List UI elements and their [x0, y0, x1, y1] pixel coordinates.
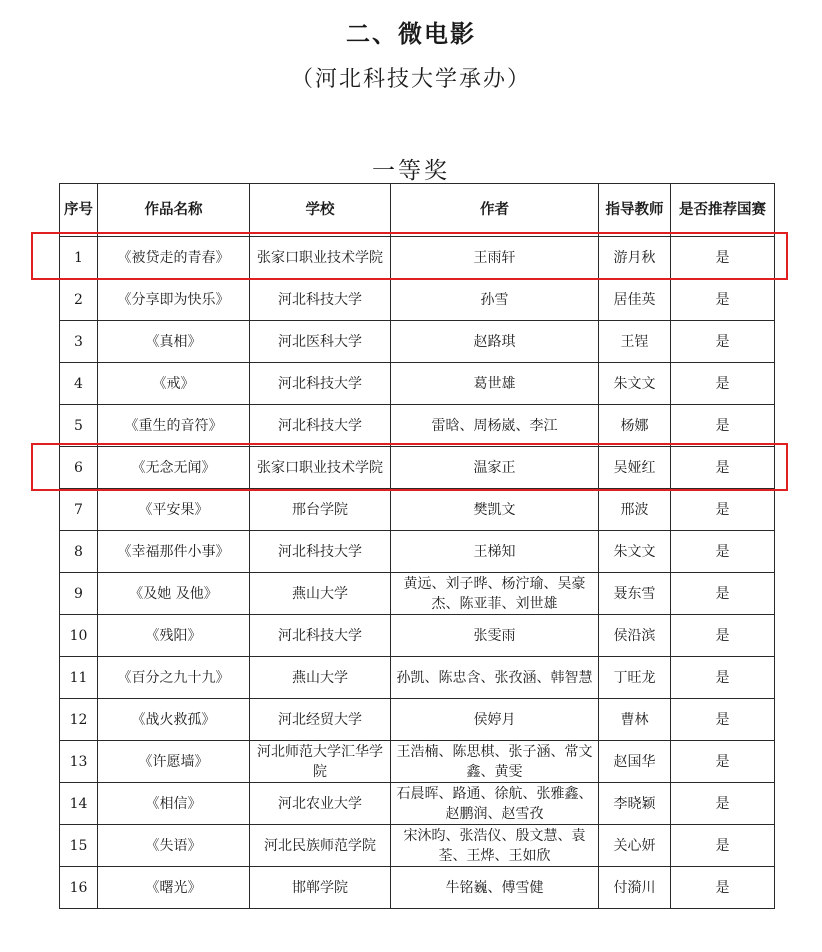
teacher-name: 朱文文 — [599, 363, 671, 405]
school-name: 河北经贸大学 — [250, 699, 391, 741]
recommend-value: 是 — [671, 573, 775, 615]
recommend-value: 是 — [671, 363, 775, 405]
recommend-value: 是 — [671, 699, 775, 741]
teacher-name: 丁旺龙 — [599, 657, 671, 699]
work-title: 《许愿墙》 — [98, 741, 250, 783]
row-number: 16 — [60, 867, 98, 909]
table-row — [60, 825, 775, 867]
highlight-box-row-6 — [31, 443, 788, 491]
work-title: 《平安果》 — [98, 489, 250, 531]
school-name: 河北师范大学汇华学院 — [250, 741, 391, 783]
school-name: 河北科技大学 — [250, 363, 391, 405]
work-title: 《被贷走的青春》 — [98, 237, 250, 279]
recommend-value: 是 — [671, 237, 775, 279]
row-number: 7 — [60, 489, 98, 531]
author-names: 石晨晖、路通、徐航、张雅鑫、赵鹏润、赵雪孜 — [391, 783, 599, 825]
table-row — [60, 573, 775, 615]
author-names: 黄远、刘子晔、杨泞瑜、吴豪杰、陈亚菲、刘世雄 — [391, 573, 599, 615]
school-name: 邢台学院 — [250, 489, 391, 531]
work-title: 《真相》 — [98, 321, 250, 363]
school-name: 河北医科大学 — [250, 321, 391, 363]
school-name: 燕山大学 — [250, 657, 391, 699]
section-heading: 二、微电影 — [346, 20, 476, 48]
teacher-name: 吴娅红 — [599, 447, 671, 489]
author-names: 樊凯文 — [391, 489, 599, 531]
col-header-no: 序号 — [60, 184, 98, 237]
row-number: 15 — [60, 825, 98, 867]
table-row — [60, 699, 775, 741]
teacher-name: 王锃 — [599, 321, 671, 363]
col-header-school: 学校 — [250, 184, 391, 237]
table-header-row — [60, 184, 775, 237]
work-title: 《失语》 — [98, 825, 250, 867]
author-names: 牛铭巍、傅雪健 — [391, 867, 599, 909]
school-name: 河北科技大学 — [250, 531, 391, 573]
table-row — [60, 363, 775, 405]
author-names: 雷晗、周杨崴、李江 — [391, 405, 599, 447]
work-title: 《幸福那件小事》 — [98, 531, 250, 573]
school-name: 河北科技大学 — [250, 615, 391, 657]
author-names: 张雯雨 — [391, 615, 599, 657]
recommend-value: 是 — [671, 405, 775, 447]
col-header-author: 作者 — [391, 184, 599, 237]
work-title: 《曙光》 — [98, 867, 250, 909]
row-number: 14 — [60, 783, 98, 825]
work-title: 《战火救孤》 — [98, 699, 250, 741]
recommend-value: 是 — [671, 741, 775, 783]
row-number: 8 — [60, 531, 98, 573]
row-number: 13 — [60, 741, 98, 783]
teacher-name: 李晓颖 — [599, 783, 671, 825]
row-number: 4 — [60, 363, 98, 405]
author-names: 温家正 — [391, 447, 599, 489]
author-names: 葛世雄 — [391, 363, 599, 405]
school-name: 河北农业大学 — [250, 783, 391, 825]
author-names: 王浩楠、陈思棋、张子涵、常文鑫、黄雯 — [391, 741, 599, 783]
recommend-value: 是 — [671, 615, 775, 657]
row-number: 12 — [60, 699, 98, 741]
table-row — [60, 615, 775, 657]
row-number: 11 — [60, 657, 98, 699]
table-row — [60, 783, 775, 825]
teacher-name: 关心妍 — [599, 825, 671, 867]
teacher-name: 聂东雪 — [599, 573, 671, 615]
school-name: 张家口职业技术学院 — [250, 237, 391, 279]
teacher-name: 朱文文 — [599, 531, 671, 573]
teacher-name: 居佳英 — [599, 279, 671, 321]
award-level-heading: 一等奖 — [372, 158, 450, 184]
author-names: 侯婷月 — [391, 699, 599, 741]
author-names: 孙雪 — [391, 279, 599, 321]
table-row — [60, 867, 775, 909]
table-row — [60, 279, 775, 321]
work-title: 《残阳》 — [98, 615, 250, 657]
work-title: 《戒》 — [98, 363, 250, 405]
school-name: 河北科技大学 — [250, 279, 391, 321]
school-name: 河北民族师范学院 — [250, 825, 391, 867]
recommend-value: 是 — [671, 531, 775, 573]
author-names: 王雨轩 — [391, 237, 599, 279]
recommend-value: 是 — [671, 783, 775, 825]
teacher-name: 杨娜 — [599, 405, 671, 447]
author-names: 王梯知 — [391, 531, 599, 573]
highlight-box-row-1 — [31, 232, 788, 280]
work-title: 《无念无闻》 — [98, 447, 250, 489]
row-number: 6 — [60, 447, 98, 489]
teacher-name: 赵国华 — [599, 741, 671, 783]
school-name: 邯郸学院 — [250, 867, 391, 909]
table-row — [60, 321, 775, 363]
row-number: 3 — [60, 321, 98, 363]
table-row — [60, 657, 775, 699]
school-name: 河北科技大学 — [250, 405, 391, 447]
recommend-value: 是 — [671, 321, 775, 363]
teacher-name: 邢波 — [599, 489, 671, 531]
school-name: 燕山大学 — [250, 573, 391, 615]
recommend-value: 是 — [671, 867, 775, 909]
table-row — [60, 405, 775, 447]
recommend-value: 是 — [671, 657, 775, 699]
row-number: 10 — [60, 615, 98, 657]
organizer-label: （河北科技大学承办） — [290, 67, 531, 92]
col-header-teacher: 指导教师 — [599, 184, 671, 237]
teacher-name: 曹林 — [599, 699, 671, 741]
table-row — [60, 489, 775, 531]
work-title: 《相信》 — [98, 783, 250, 825]
col-header-name: 作品名称 — [98, 184, 250, 237]
author-names: 孙凯、陈忠含、张孜涵、韩智慧 — [391, 657, 599, 699]
school-name: 张家口职业技术学院 — [250, 447, 391, 489]
recommend-value: 是 — [671, 489, 775, 531]
col-header-recommend: 是否推荐国赛 — [671, 184, 775, 237]
recommend-value: 是 — [671, 825, 775, 867]
work-title: 《及她 及他》 — [98, 573, 250, 615]
recommend-value: 是 — [671, 447, 775, 489]
teacher-name: 游月秋 — [599, 237, 671, 279]
award-table — [59, 183, 775, 909]
table-row — [60, 531, 775, 573]
work-title: 《百分之九十九》 — [98, 657, 250, 699]
teacher-name: 付漪川 — [599, 867, 671, 909]
recommend-value: 是 — [671, 279, 775, 321]
row-number: 5 — [60, 405, 98, 447]
row-number: 2 — [60, 279, 98, 321]
row-number: 1 — [60, 237, 98, 279]
table-row — [60, 741, 775, 783]
row-number: 9 — [60, 573, 98, 615]
work-title: 《分享即为快乐》 — [98, 279, 250, 321]
work-title: 《重生的音符》 — [98, 405, 250, 447]
author-names: 宋沐昀、张浩仪、殷文慧、袁荃、王烨、王如欣 — [391, 825, 599, 867]
teacher-name: 侯沿滨 — [599, 615, 671, 657]
author-names: 赵路琪 — [391, 321, 599, 363]
